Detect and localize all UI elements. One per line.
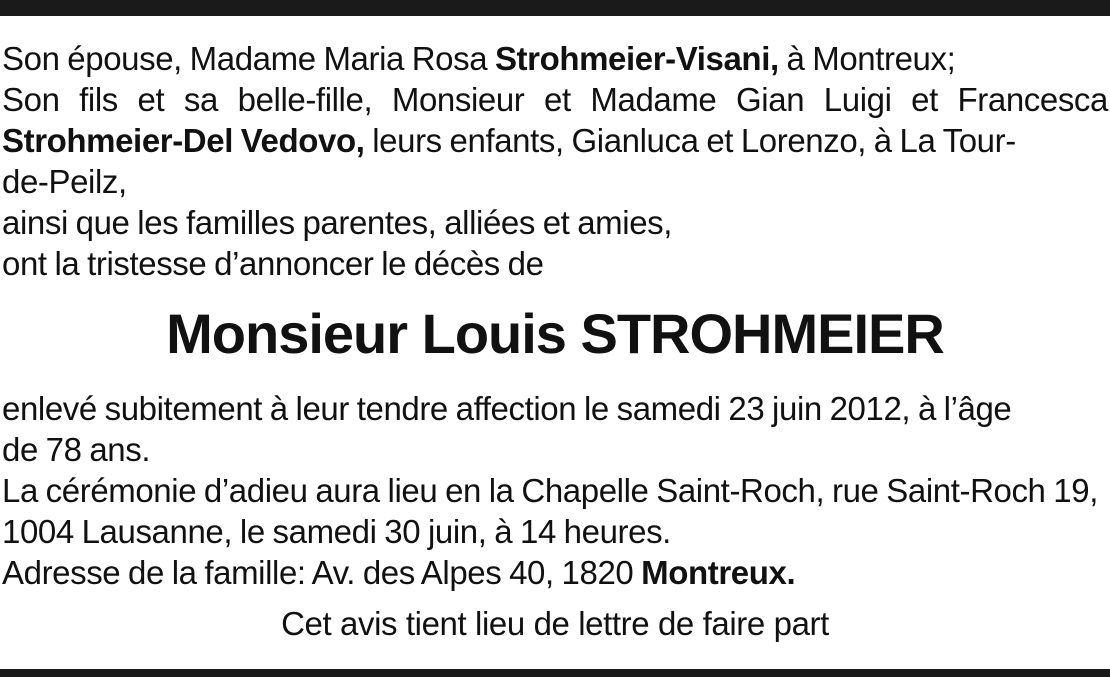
bottom-border — [0, 669, 1110, 677]
family-address-town: Montreux. — [641, 554, 796, 591]
deceased-name: Monsieur Louis STROHMEIER — [166, 302, 944, 365]
details-line-1: enlevé subitement à leur tendre affection le samedi 23 juin 2012, à l’âge — [2, 390, 1012, 427]
family-line-4: de-Peilz, — [2, 163, 127, 200]
family-line-3-text: leurs enfants, Gianluca et Lorenzo, à La Tour- — [364, 122, 1016, 159]
family-line-1 — [2, 38, 1108, 79]
obituary-notice — [2, 38, 1108, 644]
top-border — [0, 0, 1110, 16]
family-line-2: Son fils et sa belle-fille, Monsieur et Madame Gian Luigi et Francesca — [2, 81, 1108, 118]
family-line-6: ont la tristesse d’annoncer le décès de — [2, 245, 544, 282]
details-line-2: de 78 ans. — [2, 431, 151, 468]
family-line-5: ainsi que les familles parentes, alliées et amies, — [2, 204, 673, 241]
son-surname: Strohmeier-Del Vedovo, — [2, 122, 365, 159]
closing-note: Cet avis tient lieu de lettre de faire part — [281, 605, 829, 642]
details-line-4: 1004 Lausanne, le samedi 30 juin, à 14 heures. — [2, 513, 671, 550]
family-line-3 — [2, 120, 1108, 161]
details-line-3: La cérémonie d’adieu aura lieu en la Chapelle Saint-Roch, rue Saint-Roch 19, — [2, 472, 1098, 509]
details-line-5 — [2, 552, 1108, 593]
family-address: Adresse de la famille: Av. des Alpes 40, 1820 — [2, 554, 642, 591]
family-line-1-text: Son épouse, Madame Maria Rosa — [2, 40, 495, 77]
family-line-1-location: à Montreux; — [778, 40, 956, 77]
spouse-surname: Strohmeier-Visani, — [494, 40, 779, 77]
